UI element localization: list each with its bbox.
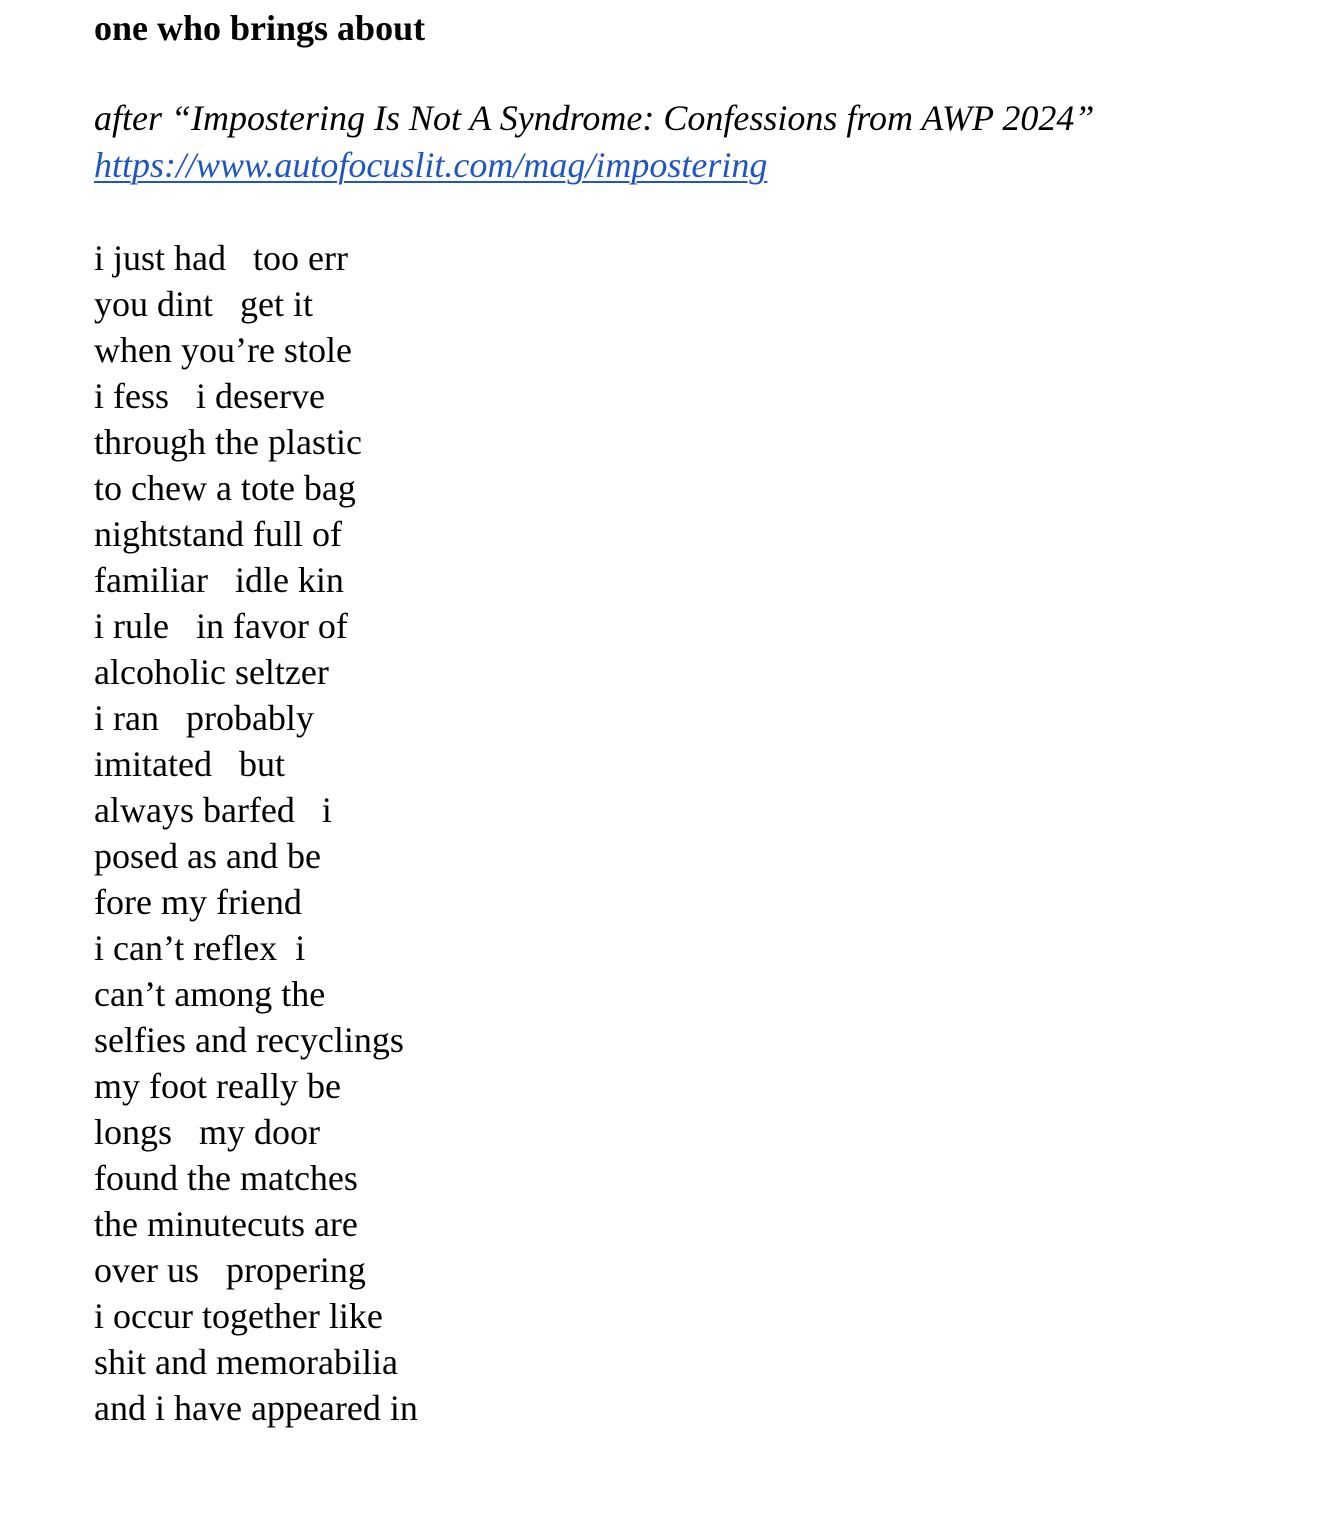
- poem-title: one who brings about: [94, 8, 426, 48]
- poem-line: my foot really be: [94, 1066, 341, 1106]
- epigraph-link[interactable]: https://www.autofocuslit.com/mag/impostering: [94, 145, 768, 185]
- poem-line: i can’t reflex i: [94, 928, 306, 968]
- epigraph: [94, 95, 1094, 189]
- poem-line: can’t among the: [94, 974, 326, 1014]
- poem-line: always barfed i: [94, 790, 332, 830]
- poem-body: [94, 235, 418, 1431]
- epigraph-text: after “Impostering Is Not A Syndrome: Confessions from AWP 2024”: [94, 98, 1095, 138]
- poem-line: selfies and recyclings: [94, 1020, 404, 1060]
- poem-line: i fess i deserve: [94, 376, 325, 416]
- poem-line: familiar idle kin: [94, 560, 344, 600]
- poem-line: i just had too err: [94, 238, 348, 278]
- poem-line: found the matches: [94, 1158, 358, 1198]
- poem-line: alcoholic seltzer: [94, 652, 329, 692]
- poem-line: fore my friend: [94, 882, 302, 922]
- poem-line: over us propering: [94, 1250, 366, 1290]
- poem-line: when you’re stole: [94, 330, 352, 370]
- poem-line: nightstand full of: [94, 514, 342, 554]
- poem-line: longs my door: [94, 1112, 321, 1152]
- poem-line: posed as and be: [94, 836, 321, 876]
- poem-line: i occur together like: [94, 1296, 383, 1336]
- poem-line: the minutecuts are: [94, 1204, 358, 1244]
- poem-line: through the plastic: [94, 422, 362, 462]
- poem-line: i rule in favor of: [94, 606, 348, 646]
- poem-line: to chew a tote bag: [94, 468, 356, 508]
- poem-line: and i have appeared in: [94, 1388, 418, 1428]
- poem-line: shit and memorabilia: [94, 1342, 398, 1382]
- poem-line: you dint get it: [94, 284, 313, 324]
- poem-line: imitated but: [94, 744, 285, 784]
- poem-line: i ran probably: [94, 698, 314, 738]
